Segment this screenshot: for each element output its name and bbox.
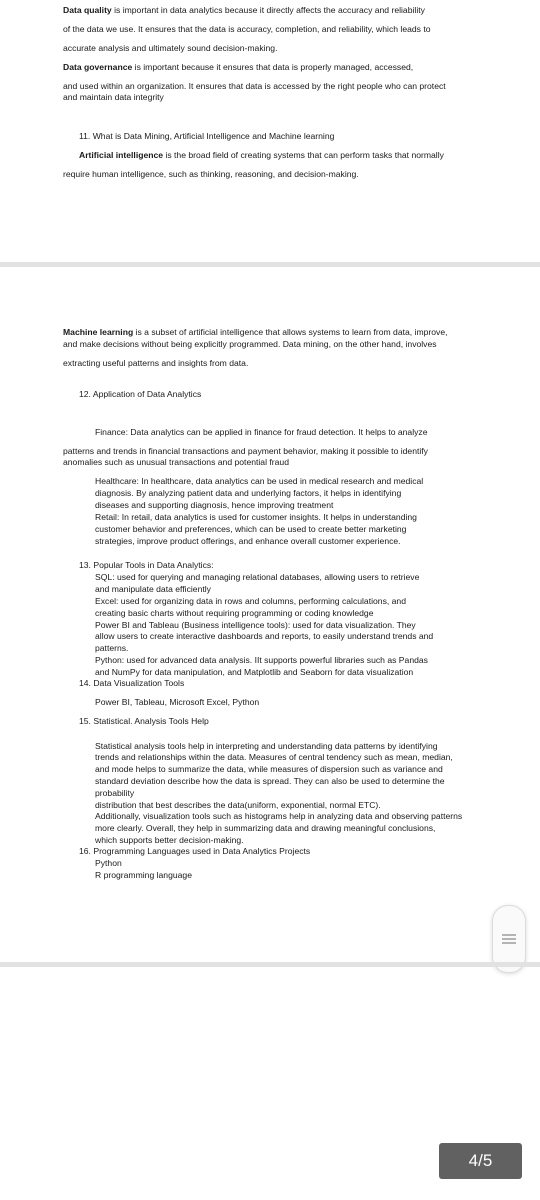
stats-line-8: more clearly. Overall, they help in summarizing data and drawing meaningful conclusions,: [95, 823, 436, 833]
data-quality-line-1: Data quality is important in data analytics because it directly affects the accuracy and reliability: [63, 5, 425, 15]
finance-line-2: patterns and trends in financial transactions and payment behavior, making it possible to identify: [63, 446, 428, 456]
question-13: 13. Popular Tools in Data Analytics:: [79, 560, 214, 570]
healthcare-line-2: diagnosis. By analyzing patient data and underlying factors, it helps in identifying: [95, 488, 402, 498]
language-python: Python: [95, 858, 122, 868]
question-14: 14. Data Visualization Tools: [79, 678, 185, 688]
retail-line-1: Retail: In retail, data analytics is used for customer insights. It helps in understanding: [95, 512, 417, 522]
data-governance-line-1: Data governance is important because it ensures that data is properly managed, accessed,: [63, 62, 414, 72]
ml-line-3: extracting useful patterns and insights from data.: [63, 358, 249, 368]
tools-line-6: allow users to create interactive dashboards and reports, to easily understand trends and: [95, 631, 434, 641]
tools-line-9: and NumPy for data manipulation, and Matplotlib and Seaborn for data visualization: [95, 667, 414, 677]
data-governance-line-3: and maintain data integrity: [63, 92, 164, 102]
tools-line-2: and manipulate data efficiently: [95, 584, 211, 594]
question-16: 16. Programming Languages used in Data Analytics Projects: [79, 846, 311, 856]
ai-line-2: require human intelligence, such as thinking, reasoning, and decision-making.: [63, 169, 359, 179]
question-11: 11. What is Data Mining, Artificial Intelligence and Machine learning: [79, 131, 335, 141]
page-separator: [0, 262, 540, 267]
stats-line-2: trends and relationships within the data. Measures of central tendency such as mean, median,: [95, 752, 453, 762]
stats-line-3: and mode helps to summarize the data, while measures of dispersion such as variance and: [95, 764, 443, 774]
retail-line-2: customer behavior and preferences, which can be used to create better marketing: [95, 524, 407, 534]
question-12: 12. Application of Data Analytics: [79, 389, 202, 399]
data-quality-line-3: accurate analysis and ultimately sound decision-making.: [63, 43, 278, 53]
healthcare-line-1: Healthcare: In healthcare, data analytics can be used in medical research and medical: [95, 476, 424, 486]
tools-line-8: Python: used for advanced data analysis. IIt supports powerful libraries such as Pandas: [95, 655, 428, 665]
finance-line-1: Finance: Data analytics can be applied in finance for fraud detection. It helps to analyze: [95, 427, 428, 437]
ml-line-1: Machine learning is a subset of artificial intelligence that allows systems to learn from data, improve,: [63, 327, 448, 337]
tools-line-3: Excel: used for organizing data in rows and columns, performing calculations, and: [95, 596, 406, 606]
stats-line-6: distribution that best describes the data(uniform, exponential, normal ETC).: [95, 800, 381, 810]
stats-line-7: Additionally, visualization tools such as histograms help in analyzing data and observing patterns: [95, 811, 463, 821]
page-indicator: 4/5: [439, 1143, 522, 1179]
stats-line-9: which supports better decision-making.: [95, 835, 244, 845]
data-quality-line-2: of the data we use. It ensures that the data is accuracy, completion, and reliability, which leads to: [63, 24, 431, 34]
retail-line-3: strategies, improve product offerings, and enhance overall customer experience.: [95, 536, 401, 546]
tools-line-7: patterns.: [95, 643, 129, 653]
finance-line-3: anomalies such as unusual transactions and potential fraud: [63, 457, 289, 467]
tools-line-4: creating basic charts without requiring programming or coding knowledge: [95, 608, 374, 618]
tools-line-1: SQL: used for querying and managing relational databases, allowing users to retrieve: [95, 572, 420, 582]
healthcare-line-3: diseases and supporting diagnosis, hence improving treatment: [95, 500, 334, 510]
stats-line-1: Statistical analysis tools help in interpreting and understanding data patterns by identifying: [95, 741, 438, 751]
language-r: R programming language: [95, 870, 192, 880]
question-15: 15. Statistical. Analysis Tools Help: [79, 716, 209, 726]
tools-line-5: Power BI and Tableau (Business intelligence tools): used for data visualization. They: [95, 620, 416, 630]
ai-line-1: Artificial intelligence is the broad field of creating systems that can perform tasks that normally: [79, 150, 444, 160]
ml-line-2: and make decisions without being explicitly programmed. Data mining, on the other hand, involves: [63, 339, 437, 349]
data-governance-line-2: and used within an organization. It ensures that data is accessed by the right people who can protect: [63, 81, 446, 91]
stats-line-5: probability: [95, 788, 135, 798]
visualization-tools-list: Power BI, Tableau, Microsoft Excel, Python: [95, 697, 260, 707]
page-separator-2: [0, 962, 540, 967]
stats-line-4: standard deviation describe how the data is spread. They can also be used to determine the: [95, 776, 445, 786]
